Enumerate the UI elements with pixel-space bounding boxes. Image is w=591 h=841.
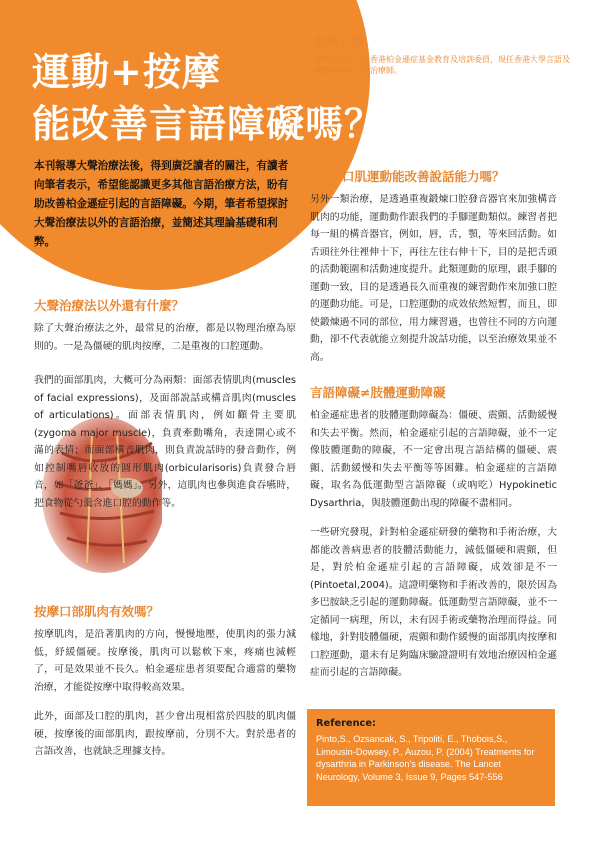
title-line-1: 運動+按摩 xyxy=(32,50,221,94)
left-paragraph-3: 按摩肌肉，是沿著肌肉的方向，慢慢地壓，使肌肉的張力減低，紓緩僵硬。按摩後，肌肉可以鬆軟下來，疼痛也減輕了，可是效果並不長久。柏金遜症患者須要配合適當的藥物治療，才能從按摩中取得較高效果。 xyxy=(34,629,296,693)
right-paragraph-3: 一些研究發現，針對柏金遜症研發的藥物和手術治療，大都能改善病患者的肢體活動能力，減低僵硬和震顫，但是，對於柏金遜症引起的言語障礙，成效卻是不一(Pintoetal,2004)。這證明藥物和手術改善的，限於因為多巴胺缺乏引起的運動障礙。低運動型言語障礙，並不一定循同一病理，所以，未有因手術或藥物治理而得益。同樣地，針對肢體僵硬，震顫和動作緩慢的面部肌肉按摩和口腔運動，還未有足夠臨床驗證證明有效地治療因柏金遜症而引起的言語障礙。 xyxy=(310,527,557,678)
left-section-1 xyxy=(34,296,296,355)
left-paragraph-1: 除了大聲治療法之外，最常見的治療，都是以物理治療為原則的。一是為僵硬的肌肉按摩，二是重複的口腔運動。 xyxy=(34,323,296,352)
right-section-2 xyxy=(310,383,557,682)
right-paragraph-1: 另外一類治療，是透過重複鍛煉口腔發音器官來加強構音肌肉的功能，運動動作跟我們的手腳運動類似。練習者把每一組的構音器官，例如，唇，舌，顎，等來回活動。如舌頭往外往裡伸十下，再往左往右伸十下，目的是把舌頭的活動範圍和活動速度提升。此類運動的原理，跟手腳的運動一致，目的是透過長久而重複的練習動作來加強口腔的運動功能。可是，口腔運動的成效依然短暫，而且，即使鍛煉過不同的部位，用力練習過，也曾往不同的方向運動，卻不代表就能立刻提升說話功能，以至治療效果並不高。 xyxy=(310,194,557,363)
title-line-2: 能改善言語障礙嗎？ xyxy=(32,102,384,146)
reference-body: Pinto,S., Ozsancak, S., Tripoliti, E., Thobois,S., Limousin-Dowsey, P., Auzou, P. (2004) Treatments for dysarthria in Parkinson's disease. The Lancet Neurology, Volume 3, Issue 9, Pages 547-556 xyxy=(316,734,535,782)
author-name: 關陳立穎 xyxy=(314,34,365,49)
author-box xyxy=(314,32,574,76)
reference-box xyxy=(307,709,555,806)
right-paragraph-2: 柏金遜症患者的肢體運動障礙為：僵硬、震顫、活動緩慢和失去平衡。然而，柏金遜症引起的言語障礙，並不一定像肢體運動的障礙，不一定會出現言語結構的僵硬、震顫、活動緩慢和失去平衡等等困難。柏金遜症的言語障礙，取名為低運動型言語障礙（或吶吃）Hypokinetic Dysarthria，與肢體運動出現的障礙不盡相同。 xyxy=(310,410,557,509)
left-section-3 xyxy=(34,602,296,761)
author-bio: 關陳立穎女士為香港柏金遜症基金教育及培訓委員，現任香港大學言語及聽覺科學部言語治療師。 xyxy=(314,55,570,75)
left-heading-2: 按摩口部肌肉有效嗎？ xyxy=(34,604,160,619)
lead-paragraph: 本刊報導大聲治療法後，得到廣泛讀者的關注，有讀者向筆者表示，希望能認識更多其他言語治療方法，盼有助改善柏金遜症引起的言語障礙。今期，筆者希望探討大聲治療法以外的言語治療，並簡述其理論基礎和利弊。 xyxy=(34,160,289,248)
right-heading-1: 口肌運動能改善說話能力嗎？ xyxy=(342,169,505,184)
left-paragraph-2: 我們的面部肌肉，大概可分為兩類：面部表情肌肉(muscles of facial expressions)，及面部說話或構音肌肉(muscles of articulations)。面部表情肌肉，例如顴骨主要肌(zygoma major muscle)，負責牽動嘴角，表達開心或不滿的表情；而面部構音肌肉，則負責說話時的發音動作，例如控制嘴唇收放的圓形肌肉(orbicularisoris)負責發合唇音，如「爸爸」、「媽媽」。另外，這肌肉也參與進食吞嚥時，把食物從勺羹含進口腔的動作等。 xyxy=(34,375,296,509)
left-paragraph-4: 此外，面部及口腔的肌肉，甚少會出現相當於四肢的肌肉僵硬，按摩後的面部肌肉，跟按摩前，分別不大。對於患者的言語改善，也就缺乏理據支持。 xyxy=(34,711,296,757)
left-section-2 xyxy=(34,372,296,512)
reference-title: Reference: xyxy=(316,718,376,729)
right-heading-2: 言語障礙≠肢體運動障礙 xyxy=(310,385,446,400)
right-section-1 xyxy=(310,167,557,366)
left-heading-1: 大聲治療法以外還有什麼？ xyxy=(34,298,185,313)
